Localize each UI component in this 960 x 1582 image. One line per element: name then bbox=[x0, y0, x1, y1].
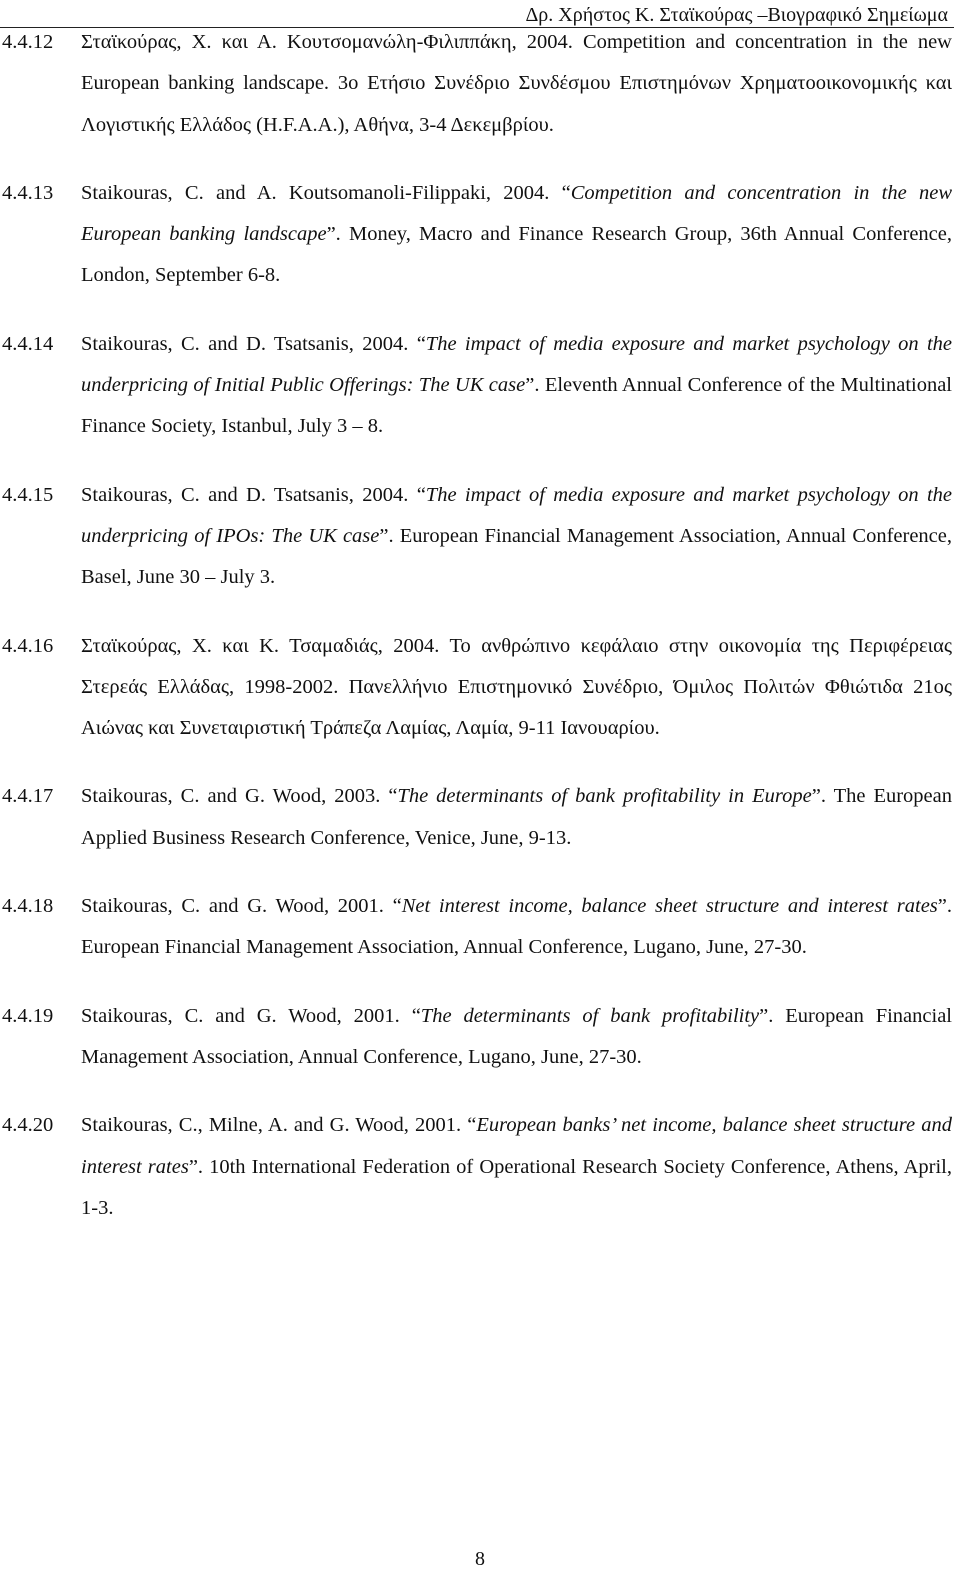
entry-title: The impact of media exposure and market psychology on the underpricing of Initial Public Offerings: The UK case bbox=[81, 332, 952, 397]
list-item bbox=[0, 173, 952, 297]
entry-number: 4.4.17 bbox=[2, 785, 54, 808]
entry-venue: ”. European Financial Management Association, Annual Conference, Lugano, June, 27-30. bbox=[81, 895, 953, 959]
running-header: Δρ. Χρήστος Κ. Σταϊκούρας –Βιογραφικό Σημείωμα bbox=[525, 4, 948, 26]
list-item bbox=[0, 626, 952, 750]
entry-text: Staikouras, C. and G. Wood, 2001. “ bbox=[81, 1004, 421, 1027]
entry-text: Staikouras, C., Milne, A. and G. Wood, 2001. “ bbox=[81, 1114, 477, 1137]
entry-text: Staikouras, C. and A. Koutsomanoli-Filippaki, 2004. “ bbox=[81, 181, 571, 204]
entry-title: European banks’ net income, balance sheet structure and interest rates bbox=[81, 1114, 952, 1178]
conference-list bbox=[0, 22, 952, 1256]
list-item bbox=[0, 886, 952, 969]
entry-venue: ”. European Financial Management Association, Annual Conference, Lugano, June, 27-30. bbox=[81, 1004, 952, 1068]
entry-venue: ”. Eleventh Annual Conference of the Multinational Finance Society, Istanbul, July 3 – 8. bbox=[81, 374, 952, 438]
list-item bbox=[0, 776, 952, 859]
entry-venue: ”. The European Applied Business Research Conference, Venice, June, 9-13. bbox=[81, 785, 952, 849]
entry-text: Staikouras, C. and G. Wood, 2001. “ bbox=[81, 895, 402, 918]
entry-title: The determinants of bank profitability in Europe bbox=[397, 785, 812, 808]
entry-number: 4.4.13 bbox=[2, 181, 54, 204]
entry-number: 4.4.16 bbox=[2, 634, 54, 657]
entry-text: Staikouras, C. and D. Tsatsanis, 2004. “ bbox=[81, 332, 426, 355]
page-number: 8 bbox=[475, 1548, 485, 1570]
entry-number: 4.4.19 bbox=[2, 1004, 54, 1027]
list-item bbox=[0, 996, 952, 1079]
entry-title: Net interest income, balance sheet structure and interest rates bbox=[401, 895, 938, 918]
entry-text: Σταϊκούρας, Χ. και Κ. Τσαμαδιάς, 2004. Το ανθρώπινο κεφάλαιο στην οικονομία της Περιφέρειας Στερεάς Ελλάδας, 1998-2002. Πανελλήνιο Επιστημονικό Συνέδριο, Όμιλος Πολιτών Φθιώτιδα 21ος Αιώνας και Συνεταιριστική Τράπεζα Λαμίας, Λαμία, 9-11 Ιανουαρίου. bbox=[81, 634, 952, 740]
list-item bbox=[0, 1105, 952, 1229]
entry-title: The impact of media exposure and market psychology on the underpricing of IPOs: The UK case bbox=[81, 483, 952, 547]
entry-number: 4.4.18 bbox=[2, 895, 54, 918]
entry-number: 4.4.14 bbox=[2, 332, 54, 355]
entry-text: Staikouras, C. and D. Tsatsanis, 2004. “ bbox=[81, 483, 426, 506]
entry-number: 4.4.15 bbox=[2, 483, 54, 506]
entry-venue: ”. European Financial Management Association, Annual Conference, Basel, June 30 – July 3. bbox=[81, 524, 952, 589]
entry-text: Σταϊκούρας, Χ. και Α. Κουτσομανώλη-Φιλιππάκη, 2004. Competition and concentration in the new European banking landscape. 3ο Ετήσιο Συνέδριο Συνδέσμου Επιστημόνων Χρηματοοικονομικής και Λογιστικής Ελλάδος (H.F.A.A.), Αθήνα, 3-4 Δεκεμβρίου. bbox=[81, 31, 952, 136]
entry-title: Competition and concentration in the new European banking landscape bbox=[81, 181, 952, 246]
entry-text: Staikouras, C. and G. Wood, 2003. “ bbox=[81, 785, 398, 808]
entry-number: 4.4.12 bbox=[2, 31, 54, 53]
list-item bbox=[0, 22, 952, 146]
list-item bbox=[0, 324, 952, 448]
entry-venue: ”. Money, Macro and Finance Research Group, 36th Annual Conference, London, September 6-8. bbox=[81, 223, 952, 287]
entry-number: 4.4.20 bbox=[2, 1114, 54, 1137]
entry-venue: ”. 10th International Federation of Operational Research Society Conference, Athens, April, 1-3. bbox=[81, 1155, 952, 1219]
entry-title: The determinants of bank profitability bbox=[420, 1004, 760, 1027]
list-item bbox=[0, 475, 952, 599]
